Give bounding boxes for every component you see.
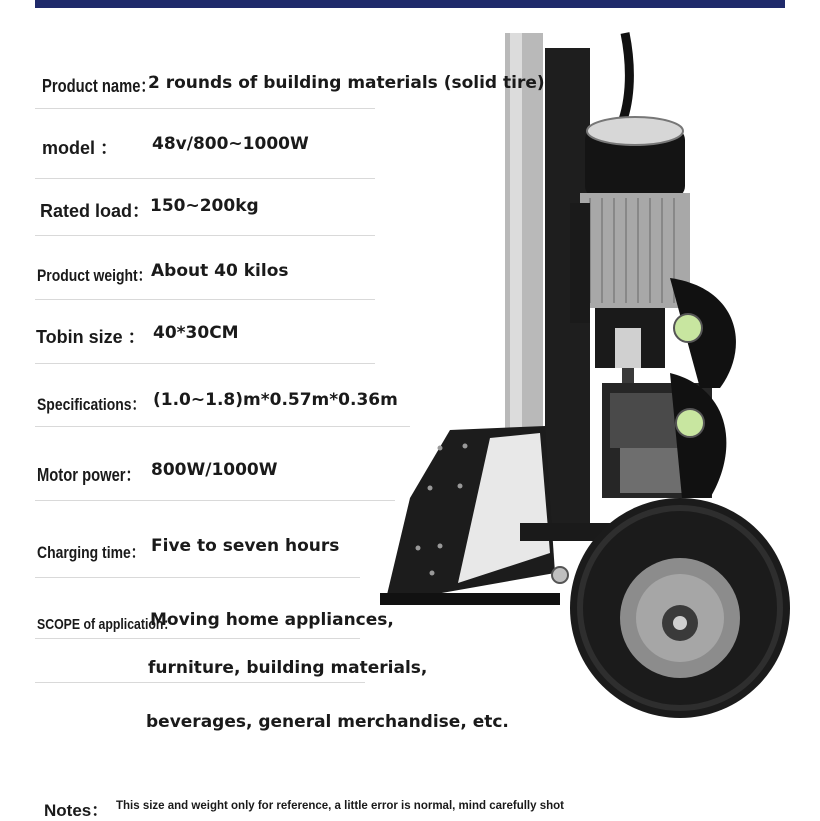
scope-continued-line-1: furniture, building materials, bbox=[148, 658, 428, 678]
row-divider bbox=[35, 108, 375, 109]
row-divider bbox=[35, 577, 360, 578]
row-divider bbox=[35, 682, 365, 683]
notes-label: Notes： bbox=[44, 801, 109, 820]
scope-continued-line-2: beverages, general merchandise, etc. bbox=[146, 712, 509, 732]
spec-label-scope: SCOPE of application： bbox=[37, 616, 176, 633]
top-accent-bar bbox=[35, 0, 785, 8]
row-divider bbox=[35, 500, 395, 501]
row-divider bbox=[35, 363, 375, 364]
spec-label-motor-power: Motor power： bbox=[37, 465, 141, 485]
spec-label-product-name: Product name： bbox=[42, 76, 156, 96]
spec-label-charging-time: Charging time： bbox=[37, 543, 145, 562]
spec-value-product-weight: About 40 kilos bbox=[151, 261, 289, 281]
spec-value-model: 48v/800~1000W bbox=[152, 134, 309, 154]
spec-value-tobin-size: 40*30CM bbox=[153, 323, 239, 343]
notes-text: This size and weight only for reference, a little error is normal, mind carefully shot bbox=[116, 800, 564, 812]
spec-label-specifications: Specifications： bbox=[37, 395, 146, 414]
spec-value-rated-load: 150~200kg bbox=[150, 196, 259, 216]
electric-hand-truck-image bbox=[370, 28, 810, 718]
row-divider bbox=[35, 638, 360, 639]
spec-value-motor-power: 800W/1000W bbox=[151, 460, 278, 480]
spec-label-tobin-size: Tobin size ： bbox=[36, 327, 146, 347]
spec-value-product-name: 2 rounds of building materials (solid tire) bbox=[148, 73, 545, 93]
row-divider bbox=[35, 235, 375, 236]
row-divider bbox=[35, 299, 375, 300]
row-divider bbox=[35, 178, 375, 179]
spec-value-scope: Moving home appliances, bbox=[150, 610, 394, 630]
spec-label-model: model ： bbox=[42, 138, 119, 158]
spec-value-charging-time: Five to seven hours bbox=[151, 536, 340, 556]
spec-label-product-weight: Product weight： bbox=[37, 266, 152, 285]
spec-value-specifications: (1.0~1.8)m*0.57m*0.36m bbox=[153, 390, 398, 410]
row-divider bbox=[35, 426, 410, 427]
spec-label-rated-load: Rated load： bbox=[40, 201, 151, 221]
